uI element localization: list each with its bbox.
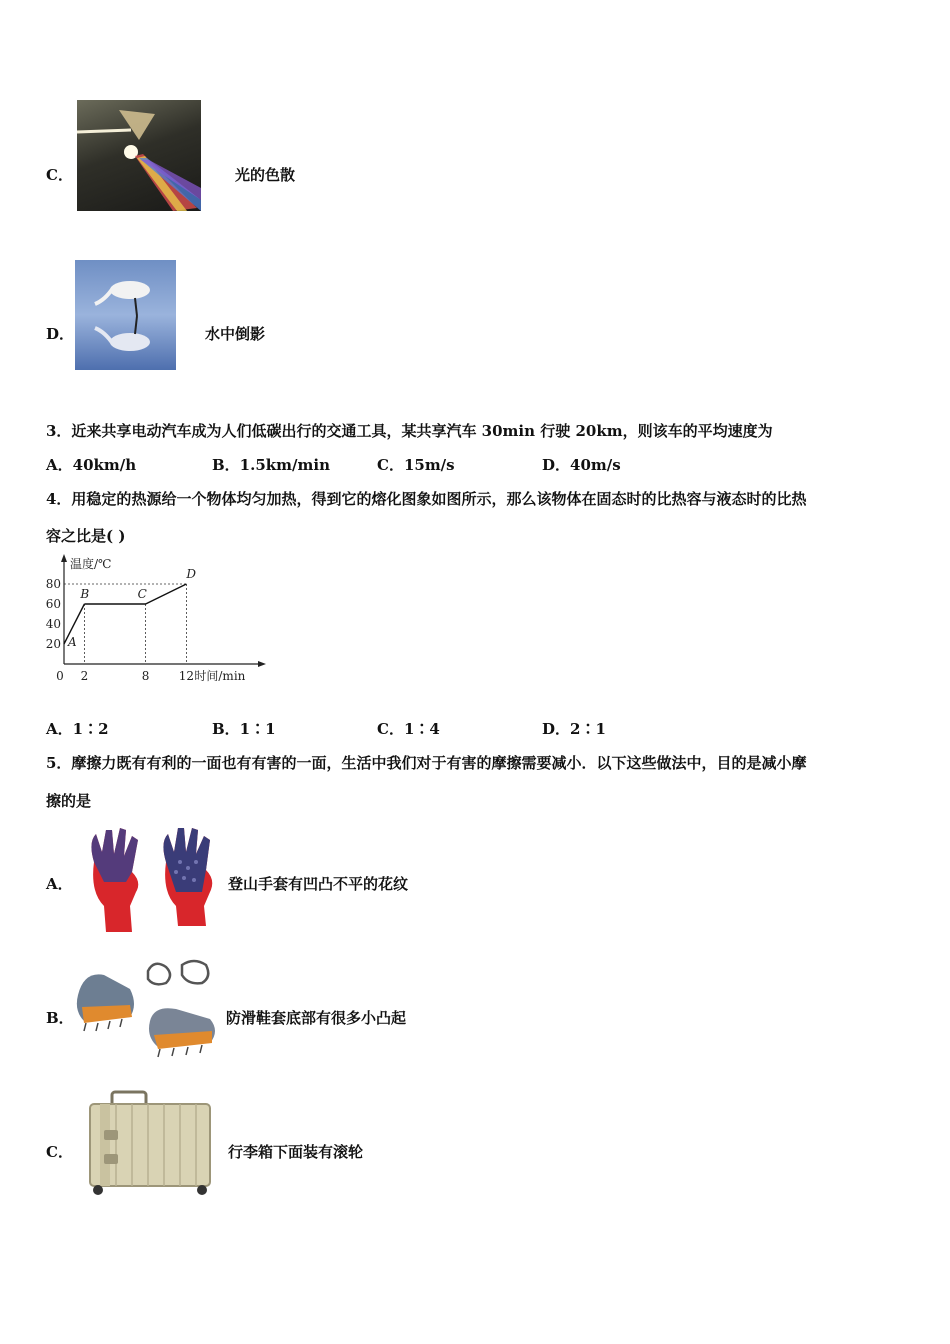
q2-option-d-letter: D． <box>46 325 75 343</box>
q3-choice-c[interactable]: C．15m/s <box>377 456 455 474</box>
suitcase-photo-icon <box>86 1090 214 1196</box>
y-tick-label: 60 <box>45 597 61 611</box>
q4-stem-line2: 容之比是( ) <box>46 527 126 545</box>
y-tick-label: 80 <box>45 577 61 591</box>
y-axis-arrow <box>61 554 67 562</box>
curve-segment <box>146 584 187 604</box>
x-tick-label: 2 <box>80 669 89 683</box>
q2-option-c-letter: C． <box>46 166 73 184</box>
point-label: B <box>80 587 90 601</box>
y-axis-label: 温度/℃ <box>70 557 112 571</box>
q4-choice-d[interactable]: D．2∶1 <box>542 720 606 738</box>
q2-option-d-text: 水中倒影 <box>205 325 266 343</box>
point-label: A <box>68 635 77 649</box>
x-tick-label: 8 <box>141 669 150 683</box>
q5-stem-line2: 擦的是 <box>46 792 92 810</box>
q5-option-c-letter: C． <box>46 1143 73 1161</box>
q5-stem-line1: 5．摩擦力既有有利的一面也有有害的一面，生活中我们对于有害的摩擦需要减小．以下这些做法中，目的是减小摩 <box>46 754 807 772</box>
q4-choices <box>46 718 906 740</box>
q5-option-a-letter: A． <box>46 875 73 893</box>
q4-choice-b[interactable]: B．1∶1 <box>212 720 276 738</box>
y-tick-label: 20 <box>45 637 61 651</box>
x-axis-label: 时间/min <box>194 669 246 683</box>
q2-option-c-text: 光的色散 <box>235 166 296 184</box>
q3-choices <box>46 454 906 476</box>
q5-option-b-letter: B． <box>46 1009 74 1027</box>
q4-choice-a[interactable]: A．1∶2 <box>46 720 109 738</box>
melting-graph <box>40 552 270 687</box>
q5-option-c-text: 行李箱下面装有滚轮 <box>228 1143 364 1161</box>
prism-dispersion-photo-icon <box>77 100 201 211</box>
bird-reflection-photo-icon <box>75 260 176 370</box>
q4-choice-c[interactable]: C．1∶4 <box>377 720 440 738</box>
q3-choice-a[interactable]: A．40km/h <box>46 456 137 474</box>
q4-stem-line1: 4．用稳定的热源给一个物体均匀加热，得到它的熔化图象如图所示，那么该物体在固态时的比热容与液态时的比热 <box>46 490 807 508</box>
q5-option-b-text: 防滑鞋套底部有很多小凸起 <box>226 1009 407 1027</box>
y-tick-label: 40 <box>45 617 61 631</box>
q3-stem: 3．近来共享电动汽车成为人们低碳出行的交通工具，某共享汽车 30min 行驶 20km，则该车的平均速度为 <box>46 422 773 440</box>
x-tick-label: 12 <box>178 669 195 683</box>
x-tick-label: 0 <box>56 669 64 683</box>
q3-choice-d[interactable]: D．40m/s <box>542 456 621 474</box>
crampons-photo-icon <box>74 955 222 1065</box>
gloves-photo-icon <box>80 822 226 932</box>
q5-option-a-text: 登山手套有凹凸不平的花纹 <box>228 875 409 893</box>
x-axis-arrow <box>258 661 266 667</box>
point-label: C <box>137 587 147 601</box>
point-label: D <box>186 567 197 581</box>
q3-choice-b[interactable]: B．1.5km/min <box>212 456 330 474</box>
